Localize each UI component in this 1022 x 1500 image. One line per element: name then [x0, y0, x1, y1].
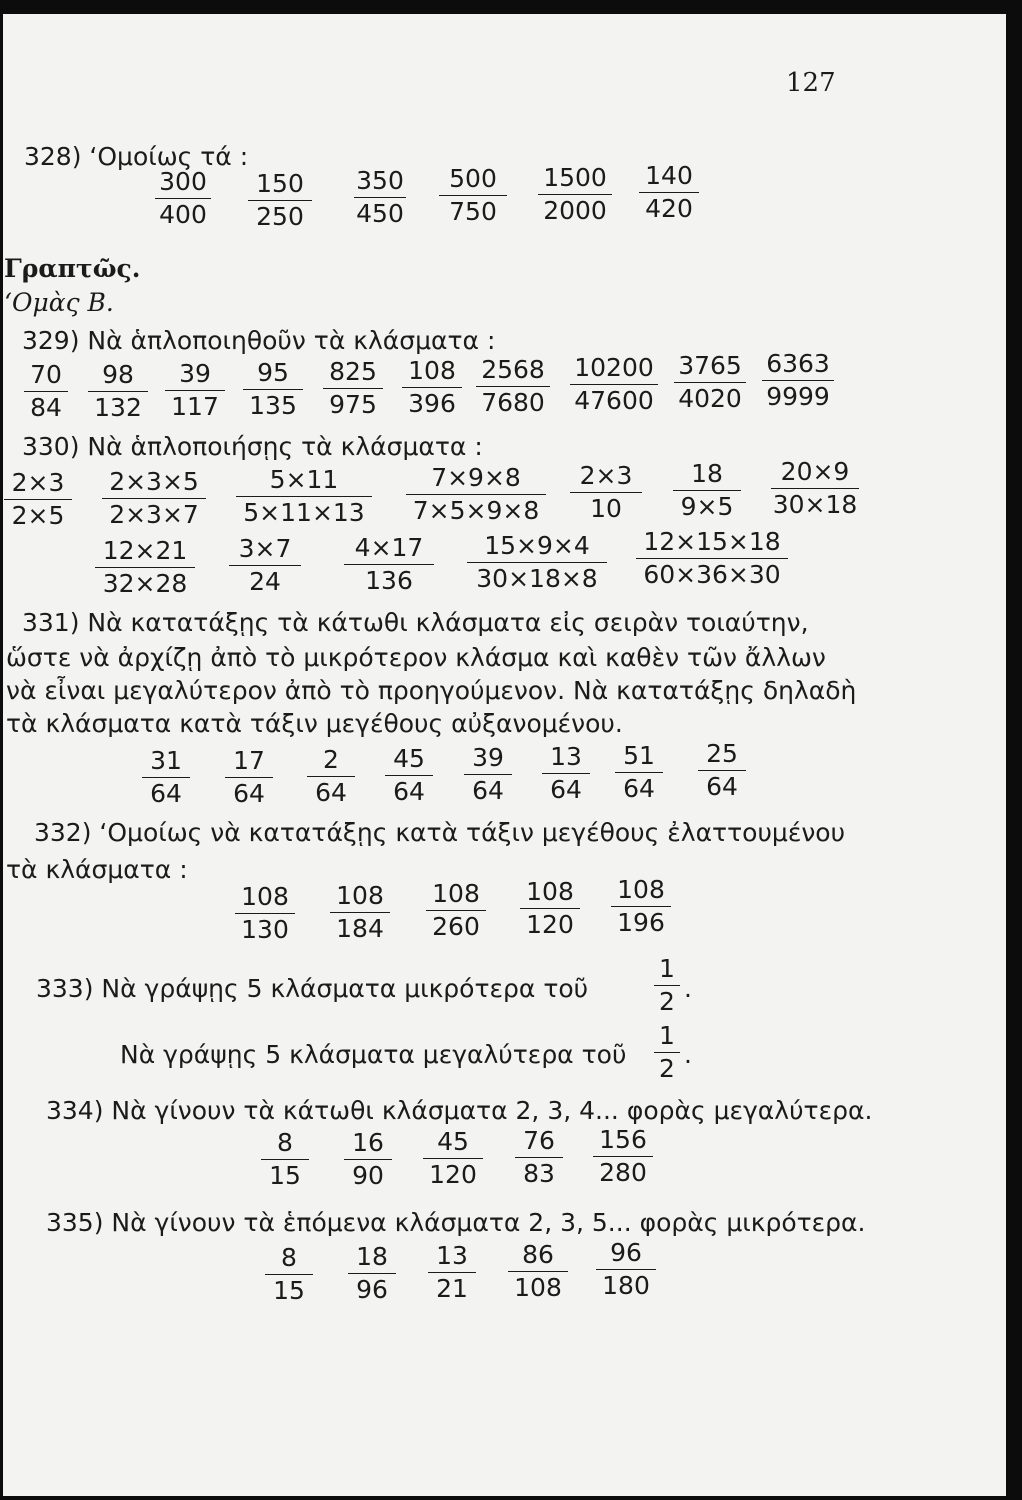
fraction-bar [142, 777, 190, 778]
page-number: 127 [786, 68, 836, 98]
fraction-bar [406, 494, 546, 495]
fraction-numerator: 140 [645, 161, 693, 190]
fraction-denominator: 64 [706, 772, 738, 801]
fraction-numerator: 70 [30, 360, 62, 389]
fraction-bar [538, 194, 612, 195]
fraction-numerator: 31 [150, 746, 182, 775]
fraction-numerator: 17 [233, 746, 265, 775]
fraction-bar [225, 777, 273, 778]
fraction-bar [165, 390, 225, 391]
fraction-numerator: 25 [706, 739, 738, 768]
fraction-denominator: 196 [617, 908, 665, 937]
fraction-denominator: 2 [659, 987, 675, 1016]
fraction-numerator: 8 [277, 1128, 293, 1157]
fraction-denominator: 7×5×9×8 [412, 496, 540, 525]
exercise-332-line-1: 332) ‘Ομοίως νὰ κατατάξῃς κατὰ τάξιν μεγέθους ἐλαττουμένου [34, 818, 846, 847]
fraction-numerator: 4×17 [354, 533, 424, 562]
fraction-numerator: 39 [472, 743, 504, 772]
fraction-denominator: 84 [30, 393, 62, 422]
fraction-bar [520, 908, 580, 909]
fraction-denominator: 136 [365, 566, 413, 595]
fraction-denominator: 83 [523, 1159, 555, 1188]
group-title: ‘Ομὰς Β. [4, 288, 114, 317]
fraction-numerator: 5×11 [269, 465, 339, 494]
fraction-denominator: 2000 [543, 196, 607, 225]
fraction-bar [570, 492, 642, 493]
fraction-bar [674, 382, 746, 383]
fraction-bar [261, 1159, 309, 1160]
fraction-denominator: 120 [429, 1160, 477, 1189]
fraction-denominator: 4020 [678, 384, 742, 413]
fraction-numerator: 15×9×4 [484, 531, 590, 560]
fraction-numerator: 7×9×8 [431, 463, 521, 492]
fraction-denominator: 400 [159, 200, 207, 229]
fraction-numerator: 95 [257, 358, 289, 387]
fraction-numerator: 6363 [766, 349, 830, 378]
fraction-denominator: 30×18×8 [476, 564, 598, 593]
fraction-denominator: 108 [514, 1273, 562, 1302]
fraction-numerator: 98 [102, 360, 134, 389]
fraction-bar [464, 774, 512, 775]
fraction-numerator: 2×3 [11, 468, 65, 497]
fraction-bar [235, 913, 295, 914]
fraction-bar [236, 496, 372, 497]
fraction-denominator: 184 [336, 914, 384, 943]
fraction-bar [639, 192, 699, 193]
fraction-numerator: 51 [623, 741, 655, 770]
fraction-numerator: 1500 [543, 163, 607, 192]
fraction-numerator: 500 [449, 164, 497, 193]
sentence-period: . [684, 1040, 692, 1069]
fraction-denominator: 21 [436, 1274, 468, 1303]
fraction-bar [354, 197, 406, 198]
exercise-331-line-4: τὰ κλάσματα κατὰ τάξιν μεγέθους αὐξανομένου. [6, 709, 623, 738]
fraction-bar [673, 490, 741, 491]
scan-border-top [0, 0, 1022, 14]
fraction-denominator: 64 [623, 774, 655, 803]
fraction-numerator: 1 [659, 954, 675, 983]
fraction-denominator: 130 [241, 915, 289, 944]
fraction-numerator: 10200 [574, 353, 654, 382]
fraction-denominator: 32×28 [102, 569, 188, 598]
fraction-denominator: 15 [269, 1161, 301, 1190]
fraction-denominator: 15 [273, 1276, 305, 1305]
fraction-bar [508, 1271, 568, 1272]
exercise-331-line-3: νὰ εἶναι μεγαλύτερον ἀπὸ τὸ προηγούμενον. Νὰ κατατάξῃς δηλαδὴ [6, 676, 857, 705]
fraction-numerator: 2568 [481, 355, 545, 384]
exercise-328-label: 328) ‘Ομοίως τά : [24, 142, 249, 171]
fraction-denominator: 9999 [766, 382, 830, 411]
fraction-bar [542, 773, 590, 774]
fraction-bar [243, 389, 303, 390]
fraction-bar [636, 558, 788, 559]
fraction-numerator: 96 [610, 1238, 642, 1267]
fraction-numerator: 108 [526, 877, 574, 906]
fraction-bar [344, 564, 434, 565]
fraction-numerator: 108 [408, 356, 456, 385]
fraction-numerator: 150 [256, 169, 304, 198]
fraction-denominator: 64 [472, 776, 504, 805]
fraction-denominator: 64 [550, 775, 582, 804]
fraction-bar [762, 380, 834, 381]
fraction-numerator: 108 [432, 879, 480, 908]
fraction-numerator: 825 [329, 357, 377, 386]
fraction-bar [515, 1157, 563, 1158]
fraction-numerator: 108 [336, 881, 384, 910]
fraction-bar [467, 562, 607, 563]
fraction-bar [593, 1156, 653, 1157]
fraction-numerator: 108 [241, 882, 289, 911]
fraction-bar [423, 1158, 483, 1159]
fraction-bar [323, 388, 383, 389]
fraction-numerator: 45 [393, 744, 425, 773]
fraction-denominator: 5×11×13 [243, 498, 365, 527]
fraction-bar [654, 985, 680, 986]
fraction-bar [24, 391, 68, 392]
fraction-bar [439, 195, 507, 196]
fraction-denominator: 750 [449, 197, 497, 226]
fraction-denominator: 30×18 [772, 490, 858, 519]
fraction-denominator: 117 [171, 392, 219, 421]
fraction-numerator: 3765 [678, 351, 742, 380]
fraction-numerator: 3×7 [238, 534, 292, 563]
exercise-330-label: 330) Νὰ ἁπλοποιήσῃς τὰ κλάσματα : [22, 432, 483, 461]
fraction-denominator: 132 [94, 393, 142, 422]
fraction-denominator: 135 [249, 391, 297, 420]
fraction-bar [248, 200, 312, 201]
fraction-bar [102, 498, 206, 499]
fraction-denominator: 180 [602, 1271, 650, 1300]
fraction-denominator: 2×3×7 [109, 500, 199, 529]
fraction-bar [344, 1159, 392, 1160]
fraction-denominator: 64 [315, 778, 347, 807]
fraction-bar [654, 1052, 680, 1053]
exercise-333-line-2: Νὰ γράψῃς 5 κλάσματα μεγαλύτερα τοῦ [120, 1040, 627, 1069]
fraction-denominator: 450 [356, 199, 404, 228]
fraction-numerator: 2×3×5 [109, 467, 199, 496]
fraction-numerator: 18 [691, 459, 723, 488]
fraction-numerator: 20×9 [780, 457, 850, 486]
fraction-bar [426, 910, 486, 911]
fraction-numerator: 350 [356, 166, 404, 195]
fraction-numerator: 12×21 [102, 536, 188, 565]
fraction-bar [229, 565, 301, 566]
fraction-numerator: 156 [599, 1125, 647, 1154]
exercise-334-label: 334) Νὰ γίνουν τὰ κάτωθι κλάσματα 2, 3, 4... φορὰς μεγαλύτερα. [46, 1096, 873, 1125]
fraction-numerator: 1 [659, 1021, 675, 1050]
fraction-bar [88, 391, 148, 392]
fraction-denominator: 280 [599, 1158, 647, 1187]
fraction-denominator: 64 [150, 779, 182, 808]
fraction-bar [615, 772, 663, 773]
scan-border-left [0, 0, 3, 1500]
fraction-bar [348, 1273, 396, 1274]
fraction-bar [771, 488, 859, 489]
fraction-denominator: 120 [526, 910, 574, 939]
fraction-denominator: 96 [356, 1275, 388, 1304]
fraction-denominator: 60×36×30 [643, 560, 781, 589]
fraction-denominator: 250 [256, 202, 304, 231]
exercise-335-label: 335) Νὰ γίνουν τὰ ἑπόμενα κλάσματα 2, 3, 5... φορὰς μικρότερα. [46, 1208, 866, 1237]
fraction-bar [476, 386, 550, 387]
fraction-numerator: 18 [356, 1242, 388, 1271]
fraction-numerator: 76 [523, 1126, 555, 1155]
sentence-period: . [684, 974, 692, 1003]
fraction-bar [155, 198, 211, 199]
fraction-denominator: 2 [659, 1054, 675, 1083]
section-title: Γραπτῶς. [4, 254, 141, 283]
fraction-denominator: 47600 [574, 386, 654, 415]
fraction-denominator: 396 [408, 389, 456, 418]
exercise-329-label: 329) Νὰ ἁπλοποιηθοῦν τὰ κλάσματα : [22, 326, 496, 355]
fraction-numerator: 8 [281, 1243, 297, 1272]
fraction-denominator: 64 [393, 777, 425, 806]
fraction-numerator: 2×3 [579, 461, 633, 490]
fraction-bar [570, 384, 658, 385]
fraction-denominator: 90 [352, 1161, 384, 1190]
fraction-bar [385, 775, 433, 776]
fraction-denominator: 420 [645, 194, 693, 223]
fraction-numerator: 13 [436, 1241, 468, 1270]
fraction-bar [330, 912, 390, 913]
exercise-331-line-2: ὥστε νὰ ἀρχίζῃ ἀπὸ τὸ μικρότερον κλάσμα καὶ καθὲν τῶν ἄλλων [6, 643, 826, 672]
fraction-numerator: 13 [550, 742, 582, 771]
fraction-denominator: 975 [329, 390, 377, 419]
fraction-numerator: 12×15×18 [643, 527, 781, 556]
fraction-numerator: 108 [617, 875, 665, 904]
fraction-denominator: 64 [233, 779, 265, 808]
fraction-bar [428, 1272, 476, 1273]
fraction-denominator: 9×5 [680, 492, 734, 521]
fraction-numerator: 300 [159, 167, 207, 196]
fraction-denominator: 2×5 [11, 501, 65, 530]
fraction-bar [4, 499, 72, 500]
scan-border-bottom [0, 1496, 1022, 1500]
fraction-numerator: 86 [522, 1240, 554, 1269]
fraction-bar [95, 567, 195, 568]
scan-border-right [1006, 0, 1022, 1500]
fraction-denominator: 260 [432, 912, 480, 941]
fraction-bar [265, 1274, 313, 1275]
fraction-numerator: 39 [179, 359, 211, 388]
fraction-denominator: 10 [590, 494, 622, 523]
exercise-332-line-2: τὰ κλάσματα : [6, 855, 188, 884]
fraction-numerator: 45 [437, 1127, 469, 1156]
fraction-bar [698, 770, 746, 771]
fraction-numerator: 2 [323, 745, 339, 774]
fraction-denominator: 7680 [481, 388, 545, 417]
exercise-333-line-1: 333) Νὰ γράψῃς 5 κλάσματα μικρότερα τοῦ [36, 974, 589, 1003]
fraction-bar [596, 1269, 656, 1270]
exercise-331-line-1: 331) Νὰ κατατάξῃς τὰ κάτωθι κλάσματα εἰς σειρὰν τοιαύτην, [22, 608, 809, 637]
fraction-bar [307, 776, 355, 777]
fraction-numerator: 16 [352, 1128, 384, 1157]
fraction-denominator: 24 [249, 567, 281, 596]
fraction-bar [402, 387, 462, 388]
fraction-bar [611, 906, 671, 907]
